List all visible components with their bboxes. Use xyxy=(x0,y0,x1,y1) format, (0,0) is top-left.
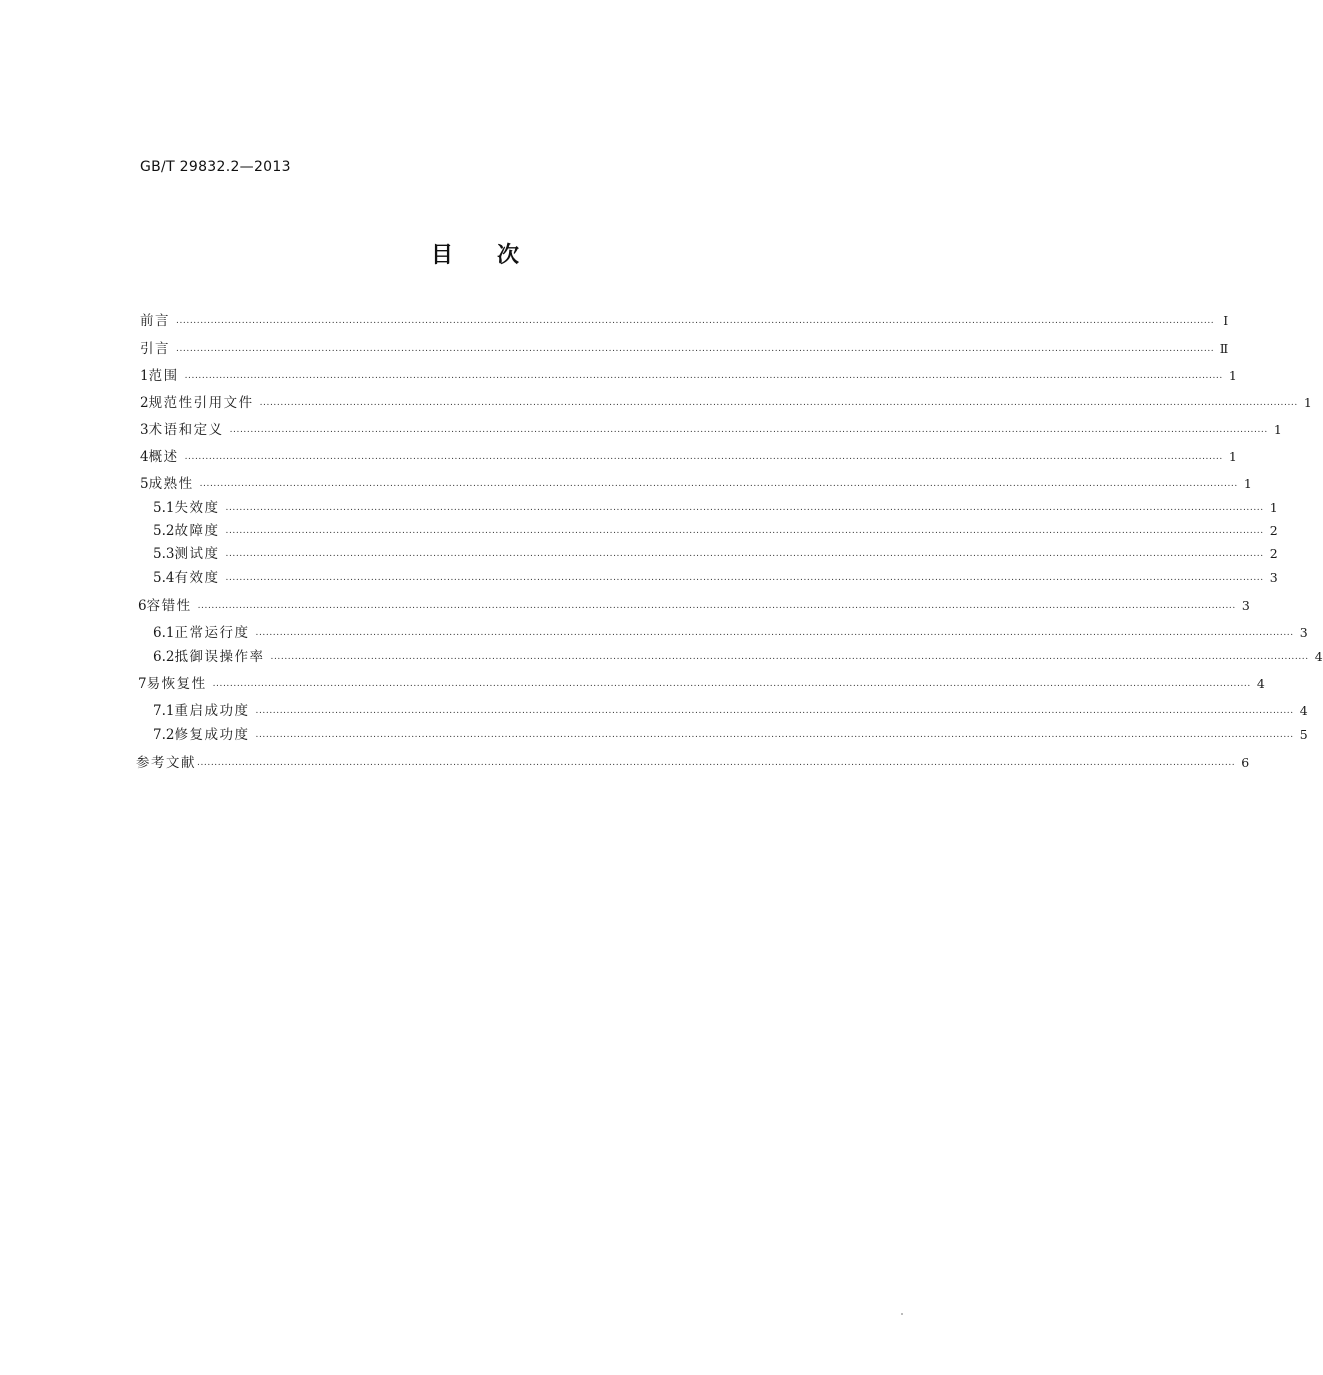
toc-entry xyxy=(153,702,1308,720)
toc-entry-page: Ⅰ xyxy=(1223,313,1229,328)
toc-entry-label: 范围 xyxy=(148,368,179,384)
toc-entry-label: 易恢复性 xyxy=(146,676,207,692)
toc-entry xyxy=(153,499,1278,517)
toc-entry-number: 6.2 xyxy=(153,649,175,665)
toc-entry-page: 4 xyxy=(1256,676,1265,691)
toc-entry-number: 5 xyxy=(140,476,149,492)
toc-entry-page: 3 xyxy=(1269,570,1278,585)
toc-entry-label: 重启成功度 xyxy=(174,703,250,719)
toc-entry-page: 3 xyxy=(1299,625,1308,640)
toc-entry xyxy=(136,754,1250,772)
toc-leader-dots: ............................................................................................................................................................................................................................................................................................................ xyxy=(225,526,1264,536)
toc-leader-dots: ............................................................................................................................................................................................................................................................................................................ xyxy=(176,344,1215,354)
toc-entry-label: 失效度 xyxy=(174,500,220,516)
toc-leader-dots: ............................................................................................................................................................................................................................................................................................................ xyxy=(197,758,1236,768)
scan-artifact xyxy=(901,1313,903,1315)
toc-entry-number: 5.2 xyxy=(153,523,175,539)
toc-entry xyxy=(140,340,1229,358)
toc-entry xyxy=(153,648,1323,666)
toc-entry-label: 有效度 xyxy=(174,570,220,586)
toc-entry xyxy=(140,367,1237,385)
toc-entry-number: 5.4 xyxy=(153,570,175,586)
toc-entry-number: 7.2 xyxy=(153,727,175,743)
toc-leader-dots: ............................................................................................................................................................................................................................................................................................................ xyxy=(184,371,1223,381)
toc-leader-dots: ............................................................................................................................................................................................................................................................................................................ xyxy=(176,316,1215,326)
toc-entry-label: 规范性引用文件 xyxy=(148,395,254,411)
toc-entry xyxy=(138,597,1250,615)
toc-leader-dots: ............................................................................................................................................................................................................................................................................................................ xyxy=(212,679,1251,689)
toc-entry-number: 1 xyxy=(140,368,149,384)
toc-entry-number: 6.1 xyxy=(153,625,175,641)
toc-leader-dots: ............................................................................................................................................................................................................................................................................................................ xyxy=(197,601,1236,611)
toc-entry-label: 容错性 xyxy=(146,598,192,614)
toc-entry-number: 7.1 xyxy=(153,703,175,719)
toc-entry-number: 4 xyxy=(140,449,149,465)
toc-leader-dots: ............................................................................................................................................................................................................................................................................................................ xyxy=(184,452,1223,462)
toc-leader-dots: ............................................................................................................................................................................................................................................................................................................ xyxy=(199,479,1238,489)
toc-entry-page: 6 xyxy=(1241,755,1250,770)
toc-entry xyxy=(153,569,1278,587)
toc-entry-number: 3 xyxy=(140,422,149,438)
toc-entry-page: 4 xyxy=(1299,703,1308,718)
toc-entry-page: 5 xyxy=(1299,727,1308,742)
toc-entry-page: 2 xyxy=(1269,546,1278,561)
toc-entry xyxy=(153,522,1278,540)
toc-entry-label: 修复成功度 xyxy=(174,727,250,743)
toc-entry xyxy=(140,312,1229,330)
toc-entry-number: 5.1 xyxy=(153,500,175,516)
toc-title: 目次 xyxy=(430,243,563,268)
toc-leader-dots: ............................................................................................................................................................................................................................................................................................................ xyxy=(225,549,1264,559)
toc-entry-label: 术语和定义 xyxy=(148,422,224,438)
toc-entry-label: 引言 xyxy=(140,341,170,357)
toc-entry-label: 故障度 xyxy=(174,523,220,539)
toc-leader-dots: ............................................................................................................................................................................................................................................................................................................ xyxy=(225,573,1264,583)
toc-entry xyxy=(153,726,1308,744)
toc-entry xyxy=(153,545,1278,563)
toc-entry-label: 成熟性 xyxy=(148,476,194,492)
toc-entry-page: 3 xyxy=(1241,598,1250,613)
toc-entry-page: 1 xyxy=(1273,422,1282,437)
toc-entry-number: 5.3 xyxy=(153,546,175,562)
toc-entry-number: 7 xyxy=(138,676,147,692)
toc-entry-page: 2 xyxy=(1269,523,1278,538)
toc-entry-number: 6 xyxy=(138,598,147,614)
toc-entry xyxy=(138,675,1265,693)
toc-entry xyxy=(140,448,1237,466)
toc-entry-label: 抵御误操作率 xyxy=(174,649,265,665)
toc-leader-dots: ............................................................................................................................................................................................................................................................................................................ xyxy=(255,628,1294,638)
toc-leader-dots: ............................................................................................................................................................................................................................................................................................................ xyxy=(259,398,1298,408)
toc-entry-label: 测试度 xyxy=(174,546,220,562)
toc-entry-label: 参考文献 xyxy=(136,755,196,771)
toc-entry xyxy=(140,475,1252,493)
toc-leader-dots: ............................................................................................................................................................................................................................................................................................................ xyxy=(270,652,1309,662)
toc-leader-dots: ............................................................................................................................................................................................................................................................................................................ xyxy=(225,503,1264,513)
toc-entry-page: 4 xyxy=(1314,649,1323,664)
toc-entry-page: Ⅱ xyxy=(1219,341,1229,356)
toc-leader-dots: ............................................................................................................................................................................................................................................................................................................ xyxy=(229,425,1268,435)
toc-entry xyxy=(140,394,1312,412)
toc-entry-page: 1 xyxy=(1303,395,1312,410)
toc-entry-page: 1 xyxy=(1228,449,1237,464)
toc-entry-label: 正常运行度 xyxy=(174,625,250,641)
toc-leader-dots: ............................................................................................................................................................................................................................................................................................................ xyxy=(255,730,1294,740)
toc-entry-page: 1 xyxy=(1269,500,1278,515)
toc-entry xyxy=(140,421,1282,439)
toc-leader-dots: ............................................................................................................................................................................................................................................................................................................ xyxy=(255,706,1294,716)
toc-entry-label: 前言 xyxy=(140,313,170,329)
toc-entry-page: 1 xyxy=(1243,476,1252,491)
toc-entry-page: 1 xyxy=(1228,368,1237,383)
toc-entry-number: 2 xyxy=(140,395,149,411)
toc-entry-label: 概述 xyxy=(148,449,179,465)
standard-code: GB/T 29832.2—2013 xyxy=(140,159,291,175)
toc-entry xyxy=(153,624,1308,642)
